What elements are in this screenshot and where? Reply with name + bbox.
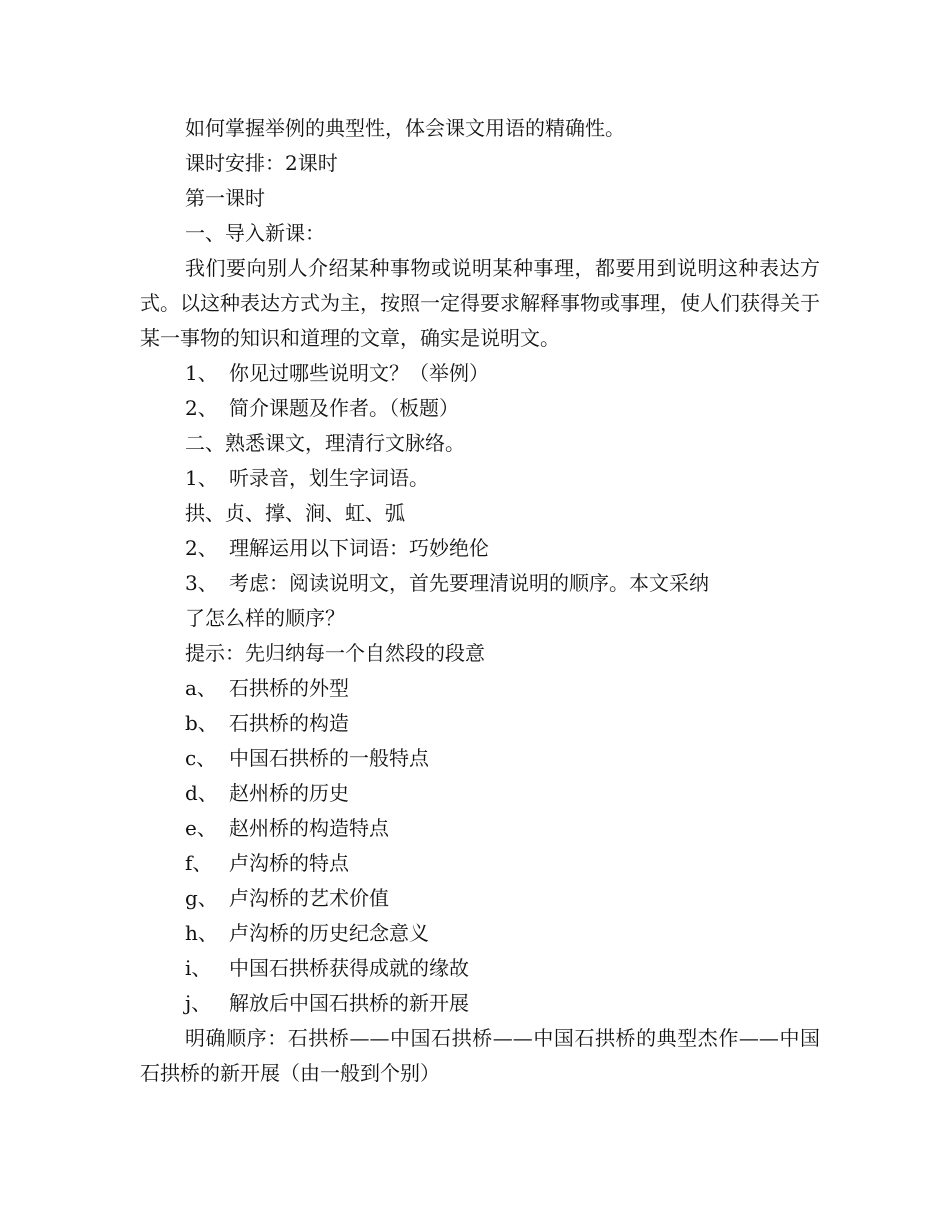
point-marker: i、 bbox=[185, 956, 212, 980]
order-summary-paragraph: 明确顺序：石拱桥——中国石拱桥——中国石拱桥的典型杰作——中国石拱桥的新开展（由一般到个别） bbox=[140, 1026, 820, 1085]
point-item bbox=[140, 951, 820, 986]
vocabulary-line: 拱、贞、撑、涧、虹、弧 bbox=[185, 501, 405, 525]
point-item bbox=[140, 741, 820, 776]
point-marker: d、 bbox=[185, 781, 218, 805]
point-item bbox=[140, 706, 820, 741]
text-line: 了怎么样的顺序？ bbox=[185, 606, 345, 630]
list-item bbox=[140, 356, 820, 391]
section-heading: 二、熟悉课文，理清行文脉络。 bbox=[185, 431, 465, 455]
lesson-heading: 第一课时 bbox=[185, 186, 265, 210]
list-item bbox=[140, 566, 820, 601]
list-item-text: 听录音，划生字词语。 bbox=[229, 466, 429, 490]
point-marker: b、 bbox=[185, 711, 218, 735]
point-text: 赵州桥的历史 bbox=[229, 781, 349, 805]
point-marker: e、 bbox=[185, 816, 217, 840]
point-text: 中国石拱桥获得成就的缘故 bbox=[229, 956, 469, 980]
list-item-text: 简介课题及作者。（板题） bbox=[229, 396, 459, 420]
section-heading: 一、导入新课： bbox=[185, 221, 325, 245]
point-marker: h、 bbox=[185, 921, 218, 945]
point-item bbox=[140, 881, 820, 916]
list-item-text: 你见过哪些说明文？（举例） bbox=[229, 361, 489, 385]
list-marker: 2、 bbox=[185, 396, 218, 420]
list-item bbox=[140, 391, 820, 426]
point-text: 中国石拱桥的一般特点 bbox=[229, 746, 429, 770]
point-marker: j、 bbox=[185, 991, 212, 1015]
point-item bbox=[140, 776, 820, 811]
point-item bbox=[140, 671, 820, 706]
list-marker: 2、 bbox=[185, 536, 218, 560]
point-text: 卢沟桥的历史纪念意义 bbox=[229, 921, 429, 945]
list-item-text: 理解运用以下词语：巧妙绝伦 bbox=[229, 536, 489, 560]
lesson-arrangement: 课时安排：2课时 bbox=[185, 151, 338, 175]
point-text: 卢沟桥的艺术价值 bbox=[229, 886, 389, 910]
point-text: 解放后中国石拱桥的新开展 bbox=[229, 991, 469, 1015]
list-item bbox=[140, 531, 820, 566]
list-marker: 3、 bbox=[185, 571, 218, 595]
list-marker: 1、 bbox=[185, 361, 218, 385]
point-marker: g、 bbox=[185, 886, 218, 910]
intro-paragraph: 我们要向别人介绍某种事物或说明某种事理，都要用到说明这种表达方式。以这种表达方式为主，按照一定得要求解释事物或事理，使人们获得关于某一事物的知识和道理的文章，确实是说明文。 bbox=[140, 256, 820, 350]
point-text: 卢沟桥的特点 bbox=[229, 851, 349, 875]
point-marker: c、 bbox=[185, 746, 217, 770]
point-marker: a、 bbox=[185, 676, 217, 700]
point-item bbox=[140, 916, 820, 951]
list-item bbox=[140, 461, 820, 496]
point-item bbox=[140, 986, 820, 1021]
hint-line: 提示：先归纳每一个自然段的段意 bbox=[185, 641, 485, 665]
point-item bbox=[140, 811, 820, 846]
document-body bbox=[140, 111, 820, 1091]
point-item bbox=[140, 846, 820, 881]
text-line: 如何掌握举例的典型性，体会课文用语的精确性。 bbox=[185, 116, 625, 140]
list-marker: 1、 bbox=[185, 466, 218, 490]
point-text: 石拱桥的构造 bbox=[229, 711, 349, 735]
list-item-text: 考虑：阅读说明文，首先要理清说明的顺序。本文采纳 bbox=[229, 571, 709, 595]
point-text: 赵州桥的构造特点 bbox=[229, 816, 389, 840]
point-marker: f、 bbox=[185, 851, 213, 875]
point-text: 石拱桥的外型 bbox=[229, 676, 349, 700]
